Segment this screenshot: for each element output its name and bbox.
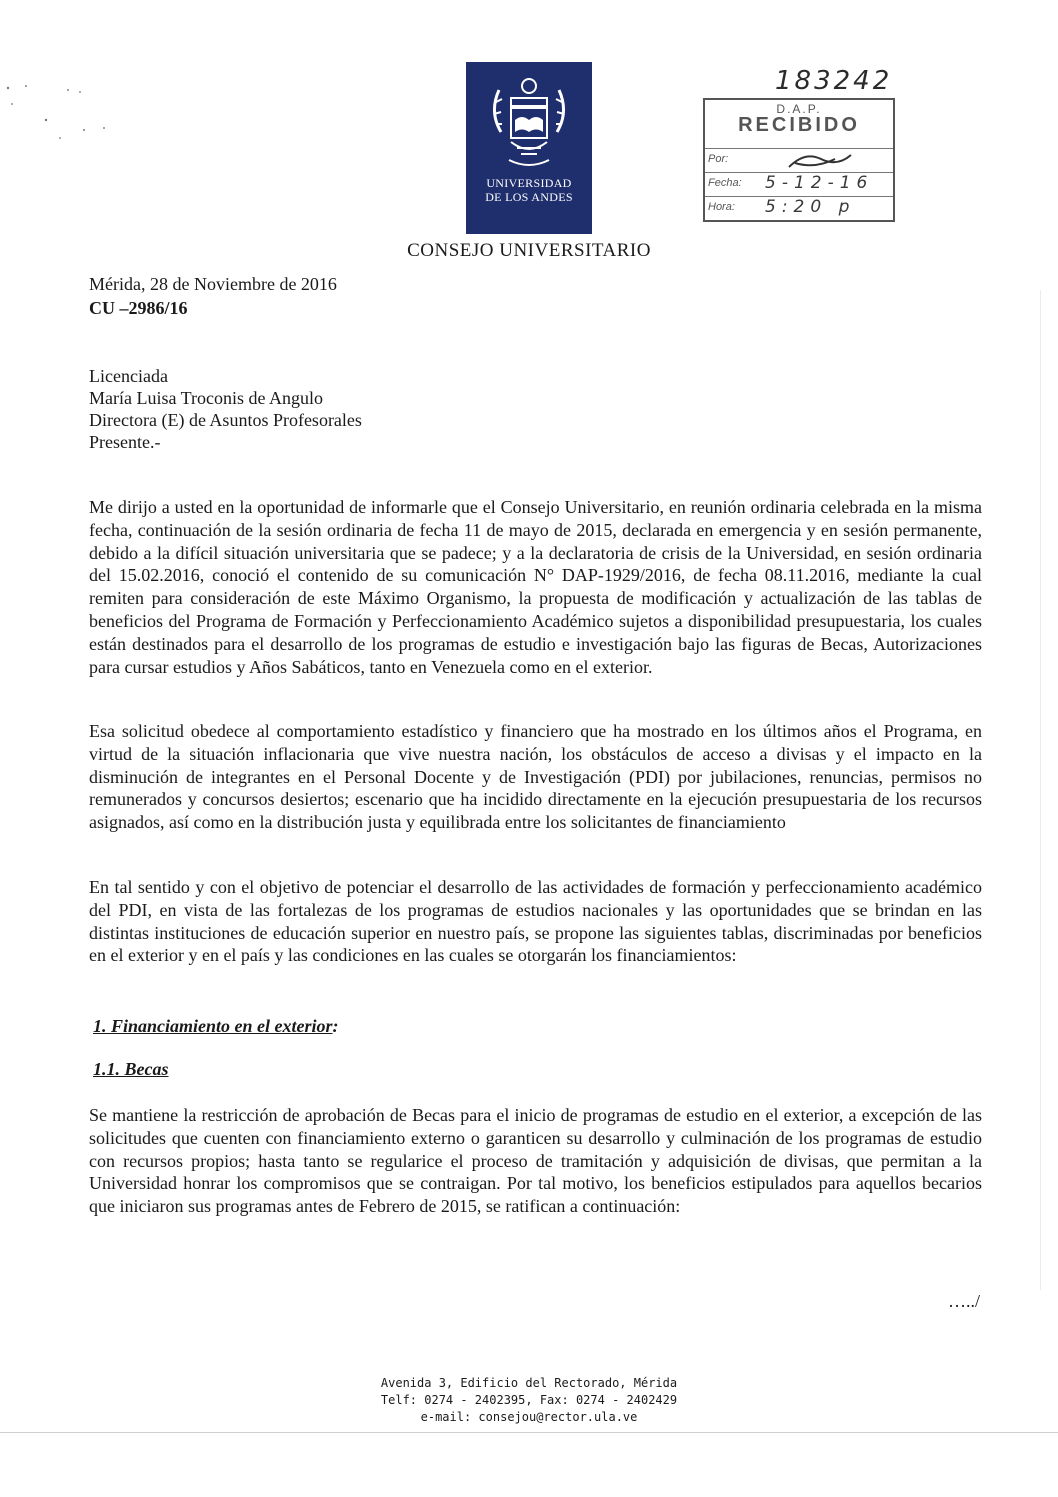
addressee-position: Directora (E) de Asuntos Profesorales: [89, 410, 362, 430]
section-heading-1-text: 1. Financiamiento en el exterior: [93, 1016, 333, 1036]
stamp-fecha-label: Fecha:: [708, 177, 742, 189]
university-logo: [466, 62, 592, 234]
university-crest-icon: [481, 72, 577, 172]
body-paragraph-2: Esa solicitud obedece al comportamiento estadístico y financiero que ha mostrado en los últimos años el Programa, en virtud de la situación inflacionaria que vive nuestra nación, los obstáculos de acceso a divisas y el impacto en la disminución de integrantes en el Personal Docente y de Investigación (PDI) por jubilaciones, renuncias, permisos no remunerados y concursos desiertos; escenario que ha incidido directamente en la ejecución presupuestaria de los recursos asignados, así como en la distribución justa y equilibrada entre los solicitantes de financiamiento: [89, 721, 982, 833]
footer-line-phone: Telf: 0274 - 2402395, Fax: 0274 - 2402429: [380, 1393, 678, 1407]
stamp-received: RECIBIDO: [738, 114, 860, 136]
footer-line-address: Avenida 3, Edificio del Rectorado, Mérida: [380, 1376, 678, 1390]
continuation-mark: …../: [948, 1291, 981, 1311]
stamp-row-por: [705, 148, 893, 173]
logo-text-line1: UNIVERSIDAD: [486, 176, 572, 190]
bottom-divider: [0, 1432, 1058, 1433]
addressee-presente: Presente.-: [89, 432, 161, 452]
addressee-title: Licenciada: [89, 366, 168, 386]
stamp-fecha-value: 5-12-16: [765, 173, 874, 193]
signature-scribble: [785, 149, 855, 171]
stamp-hora-label: Hora:: [708, 201, 735, 213]
section-heading-1: [93, 1015, 339, 1037]
date-line: Mérida, 28 de Noviembre de 2016: [89, 274, 337, 294]
footer-address: [0, 1375, 1058, 1426]
section-heading-1-colon: :: [332, 1016, 339, 1036]
body-paragraph-3: En tal sentido y con el objetivo de potenciar el desarrollo de las actividades de formación y perfeccionamiento académico del PDI, en vista de las fortalezas de los programas de estudios nacionales y las oportunidades que se brindan en las distintas instituciones de educación superior en nuestro país, se propone las siguientes tablas, discriminadas por beneficios en el exterior y en el país y las condiciones en las cuales se otorgarán los financiamientos:: [89, 877, 982, 966]
stamp-por-label: Por:: [708, 153, 729, 165]
addressee-name: María Luisa Troconis de Angulo: [89, 388, 323, 408]
stamp-row-hora: [705, 196, 893, 221]
body-paragraph-4: Se mantiene la restricción de aprobación de Becas para el inicio de programas de estudio en el exterior, a excepción de las solicitudes que cuenten con financiamiento externo o garanticen su desarrollo y culminación de los programas de estudio con recursos propios; hasta tanto se regularice el proceso de tramitación y adquisición de divisas, que permitan a la Universidad honrar los compromisos que se contraigan. Por tal motivo, los beneficios estipulados para aquellos becarios que iniciaron sus programas antes de Febrero de 2015, se ratifican a continuación:: [89, 1105, 982, 1217]
scan-edge-line: [1040, 290, 1041, 1290]
logo-text-line2: DE LOS ANDES: [485, 190, 573, 204]
body-paragraph-1: Me dirijo a usted en la oportunidad de informarle que el Consejo Universitario, en reunión ordinaria celebrada en la misma fecha, continuación de la sesión ordinaria de fecha 11 de mayo de 2015, declarada en emergencia y en sesión permanente, debido a la difícil situación universitaria que se padece; y a la declaratoria de crisis de la Universidad, en sesión ordinaria del 15.02.2016, conoció el contenido de su comunicación N° DAP-1929/2016, de fecha 08.11.2016, mediante la cual remiten para consideración de este Máximo Organismo, la propuesta de modificación y actualización de las tablas de beneficios del Programa de Formación y Perfeccionamiento Académico sujetos a disponibilidad presupuestaria, los cuales están destinados para el desarrollo de los programas de estudio e investigación bajo las figuras de Becas, Autorizaciones para cursar estudios y Años Sabáticos, tanto en Venezuela como en el exterior.: [89, 497, 982, 677]
stamp-hora-value: 5:20 p: [765, 197, 856, 217]
stamp-row-fecha: [705, 172, 893, 197]
page-title: CONSEJO UNIVERSITARIO: [407, 240, 651, 261]
handwritten-number: 183242: [775, 66, 893, 96]
stamp-dept: D.A.P.: [776, 102, 822, 116]
section-heading-1-1: 1.1. Becas: [93, 1059, 169, 1079]
footer-line-email: e-mail: consejou@rector.ula.ve: [420, 1410, 638, 1424]
scan-specks: [0, 80, 120, 150]
received-stamp: [703, 98, 895, 222]
reference-number: CU –2986/16: [89, 298, 188, 318]
